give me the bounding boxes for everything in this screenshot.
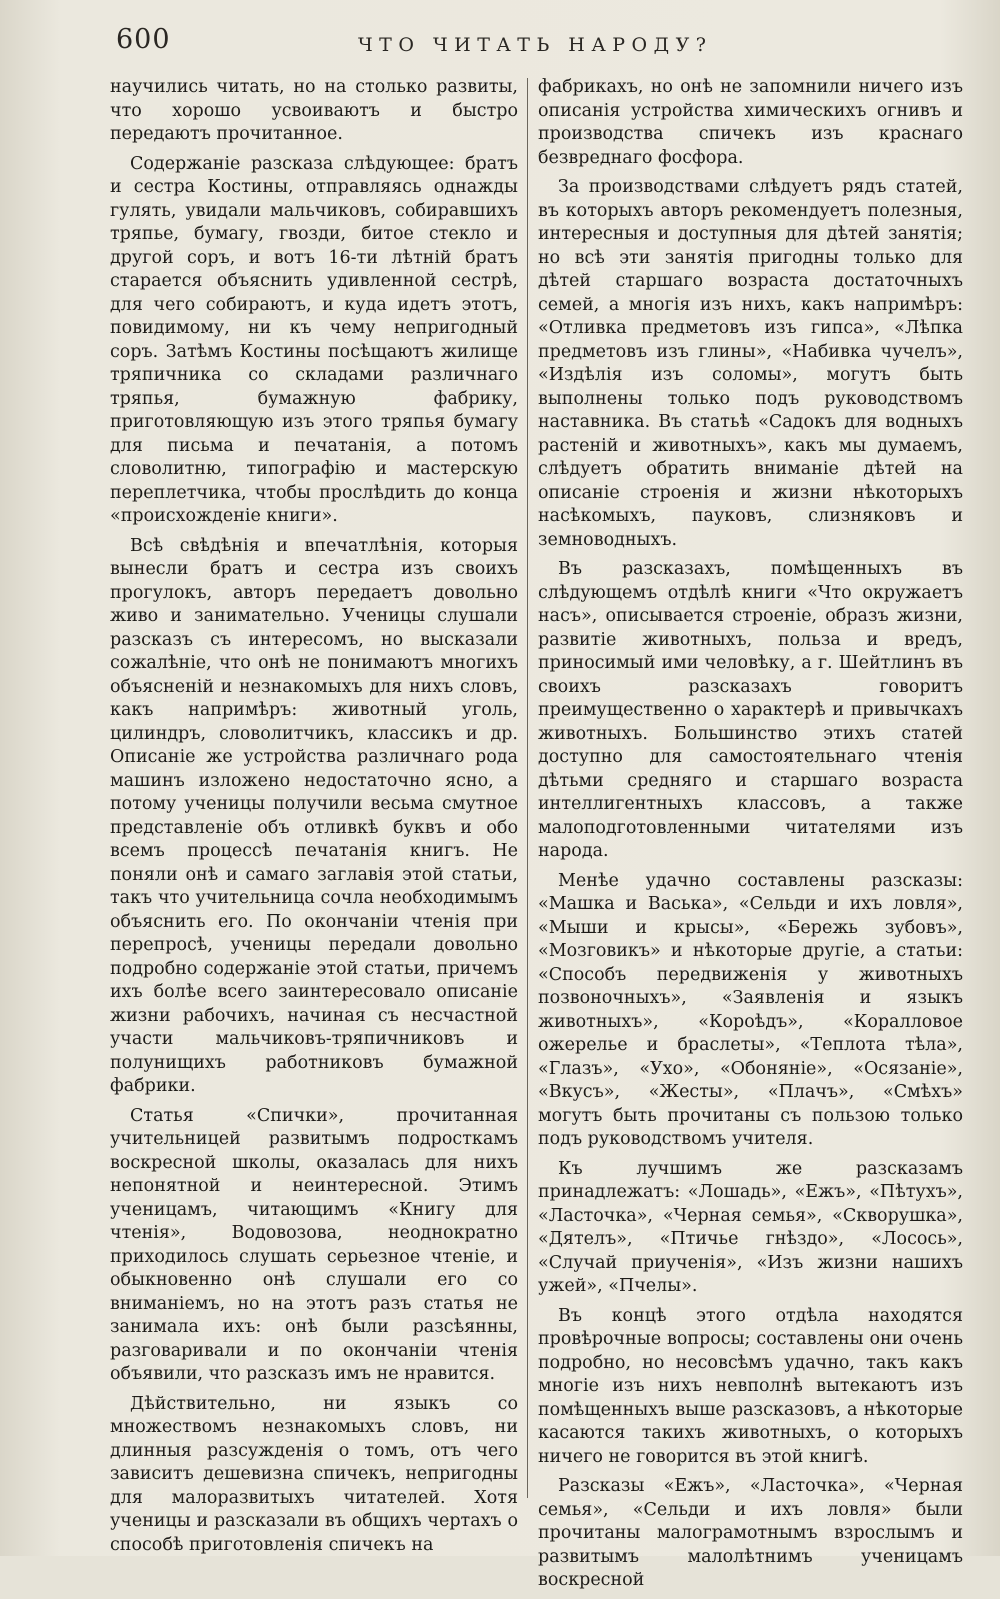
right-column <box>538 76 963 1599</box>
running-head <box>110 18 940 64</box>
paragraph: Менѣе удачно составлены разсказы: «Машка и Васька», «Сельди и ихъ ловля», «Мыши и крысы», «Бережь зубовъ», «Мозговикъ» и нѣкоторые другіе, а статьи: «Способъ передвиженія у животныхъ позвоночныхъ», «Заявленія и языкъ животныхъ», «Короѣдъ», «Коралловое ожерелье и браслеты», «Теплота тѣла», «Глазъ», «Ухо», «Обоняніе», «Осязаніе», «Вкусъ», «Жесты», «Плачъ», «Смѣхъ» могутъ быть прочитаны съ пользою только подъ руководствомъ учителя. <box>538 870 963 1149</box>
page-number: 600 <box>116 24 171 55</box>
paragraph: фабрикахъ, но онѣ не запомнили ничего изъ описанія устройства химическихъ огнивъ и производства спичекъ изъ краснаго безвреднаго фосфора. <box>538 77 963 168</box>
paragraph: Дѣйствительно, ни языкъ со множествомъ незнакомыхъ словъ, ни длинныя разсужденія о томъ, отъ чего зависитъ дешевизна спичекъ, непригодны для малоразвитыхъ читателей. Хотя ученицы и разсказали въ общихъ чертахъ о способѣ приготовленія спичекъ на <box>110 1393 518 1555</box>
paragraph: Статья «Спички», прочитанная учительницей развитымъ подросткамъ воскресной школы, оказалась для нихъ непонятной и неинтересной. Этимъ ученицамъ, читающимъ «Книгу для чтенія», Водовозова, неоднократно приходилось слушать серьезное чтеніе, и обыкновенно онѣ слушали его со вниманіемъ, но на этотъ разъ статья не занимала ихъ: онѣ были разсѣянны, разговаривали и по окончаніи чтенія объявили, что разсказъ имъ не нравится. <box>110 1105 518 1384</box>
paragraph: Въ концѣ этого отдѣла находятся провѣрочные вопросы; составлены они очень подробно, но несовсѣмъ удачно, такъ какъ многіе изъ нихъ невполнѣ вытекаютъ изъ помѣщенныхъ выше разсказовъ, а нѣкоторые касаются такихъ животныхъ, о которыхъ ничего не говорится въ этой книгѣ. <box>538 1305 963 1467</box>
paragraph: Въ разсказахъ, помѣщенныхъ въ слѣдующемъ отдѣлѣ книги «Что окружаетъ насъ», описывается строеніе, образъ жизни, развитіе животныхъ, польза и вредъ, приносимый ими человѣку, а г. Шейтлинъ въ своихъ разсказахъ говоритъ преимущественно о характерѣ и привычкахъ животныхъ. Большинство этихъ статей доступно для самостоятельнаго чтенія дѣтьми средняго и старшаго возраста интеллигентныхъ классовъ, а также малоподготовленными читателями изъ народа. <box>538 559 963 861</box>
column-divider <box>527 78 528 1498</box>
paragraph: За производствами слѣдуетъ рядъ статей, въ которыхъ авторъ рекомендуетъ полезныя, интересныя и доступныя для дѣтей занятія; но всѣ эти занятія пригодны только для дѣтей старшаго возраста достаточныхъ семей, а многія изъ нихъ, какъ напримѣръ: «Отливка предметовъ изъ гипса», «Лѣпка предметовъ изъ глины», «Набивка чучелъ», «Издѣлія изъ соломы», могутъ быть выполнены только подъ руководствомъ наставника. Въ статьѣ «Садокъ для водныхъ растеній и животныхъ», какъ мы думаемъ, слѣдуетъ обратить вниманіе дѣтей на описаніе строенія и жизни нѣкоторыхъ насѣкомыхъ, пауковъ, слизняковъ и земноводныхъ. <box>538 177 963 550</box>
running-title: ЧТО ЧИТАТЬ НАРОДУ? <box>358 34 713 56</box>
paragraph: Разсказы «Ежъ», «Ласточка», «Черная семья», «Сельди и ихъ ловля» были прочитаны малограмотнымъ взрослымъ и развитымъ малолѣтнимъ ученицамъ воскресной <box>538 1476 963 1590</box>
paragraph: Всѣ свѣдѣнія и впечатлѣнія, которыя вынесли братъ и сестра изъ своихъ прогулокъ, авторъ передаетъ довольно живо и занимательно. Ученицы слушали разсказъ съ интересомъ, но высказали сожалѣніе, что онѣ не понимаютъ многихъ объясненій и незнакомыхъ для нихъ словъ, какъ напримѣръ: животный уголь, цилиндръ, словолитчикъ, классикъ и др. Описаніе же устройства различнаго рода машинъ изложено недостаточно ясно, а потому ученицы получили весьма смутное представленіе объ отливкѣ буквъ и обо всемъ процессѣ печатанія книгъ. Не поняли онѣ и самаго заглавія этой статьи, такъ что учительница сочла необходимымъ объяснить его. По окончаніи чтенія при перепросѣ, ученицы передали довольно подробно содержаніе этой статьи, причемъ ихъ болѣе всего заинтересовало описаніе жизни рабочихъ, начиная съ несчастной участи мальчиковъ-тряпичниковъ и полунищихъ работниковъ бумажной фабрики. <box>110 535 518 1096</box>
paragraph: Къ лучшимъ же разсказамъ принадлежатъ: «Лошадь», «Ежъ», «Пѣтухъ», «Ласточка», «Черная семья», «Скворушка», «Дятелъ», «Птичье гнѣздо», «Лосось», «Случай приученія», «Изъ жизни нашихъ ужей», «Пчелы». <box>538 1158 963 1296</box>
paragraph: научились читать, но на столько развиты, что хорошо усвоиваютъ и быстро передаютъ прочитанное. <box>110 77 518 144</box>
paragraph: Содержаніе разсказа слѣдующее: братъ и сестра Костины, отправляясь однажды гулять, увидали мальчиковъ, собиравшихъ тряпье, бумагу, гвозди, битое стекло и другой соръ, и вотъ 16-ти лѣтній братъ старается объяснить удивленной сестрѣ, для чего собираютъ, и куда идетъ этотъ, повидимому, ни къ чему непригодный соръ. Затѣмъ Костины посѣщаютъ жилище тряпичника со складами различнаго тряпья, бумажную фабрику, приготовляющую изъ этого тряпья бумагу для письма и печатанія, а потомъ словолитню, типографію и мастерскую переплетчика, чтобы прослѣдить до конца «происхожденіе книги». <box>110 153 518 526</box>
left-column <box>110 76 518 1563</box>
